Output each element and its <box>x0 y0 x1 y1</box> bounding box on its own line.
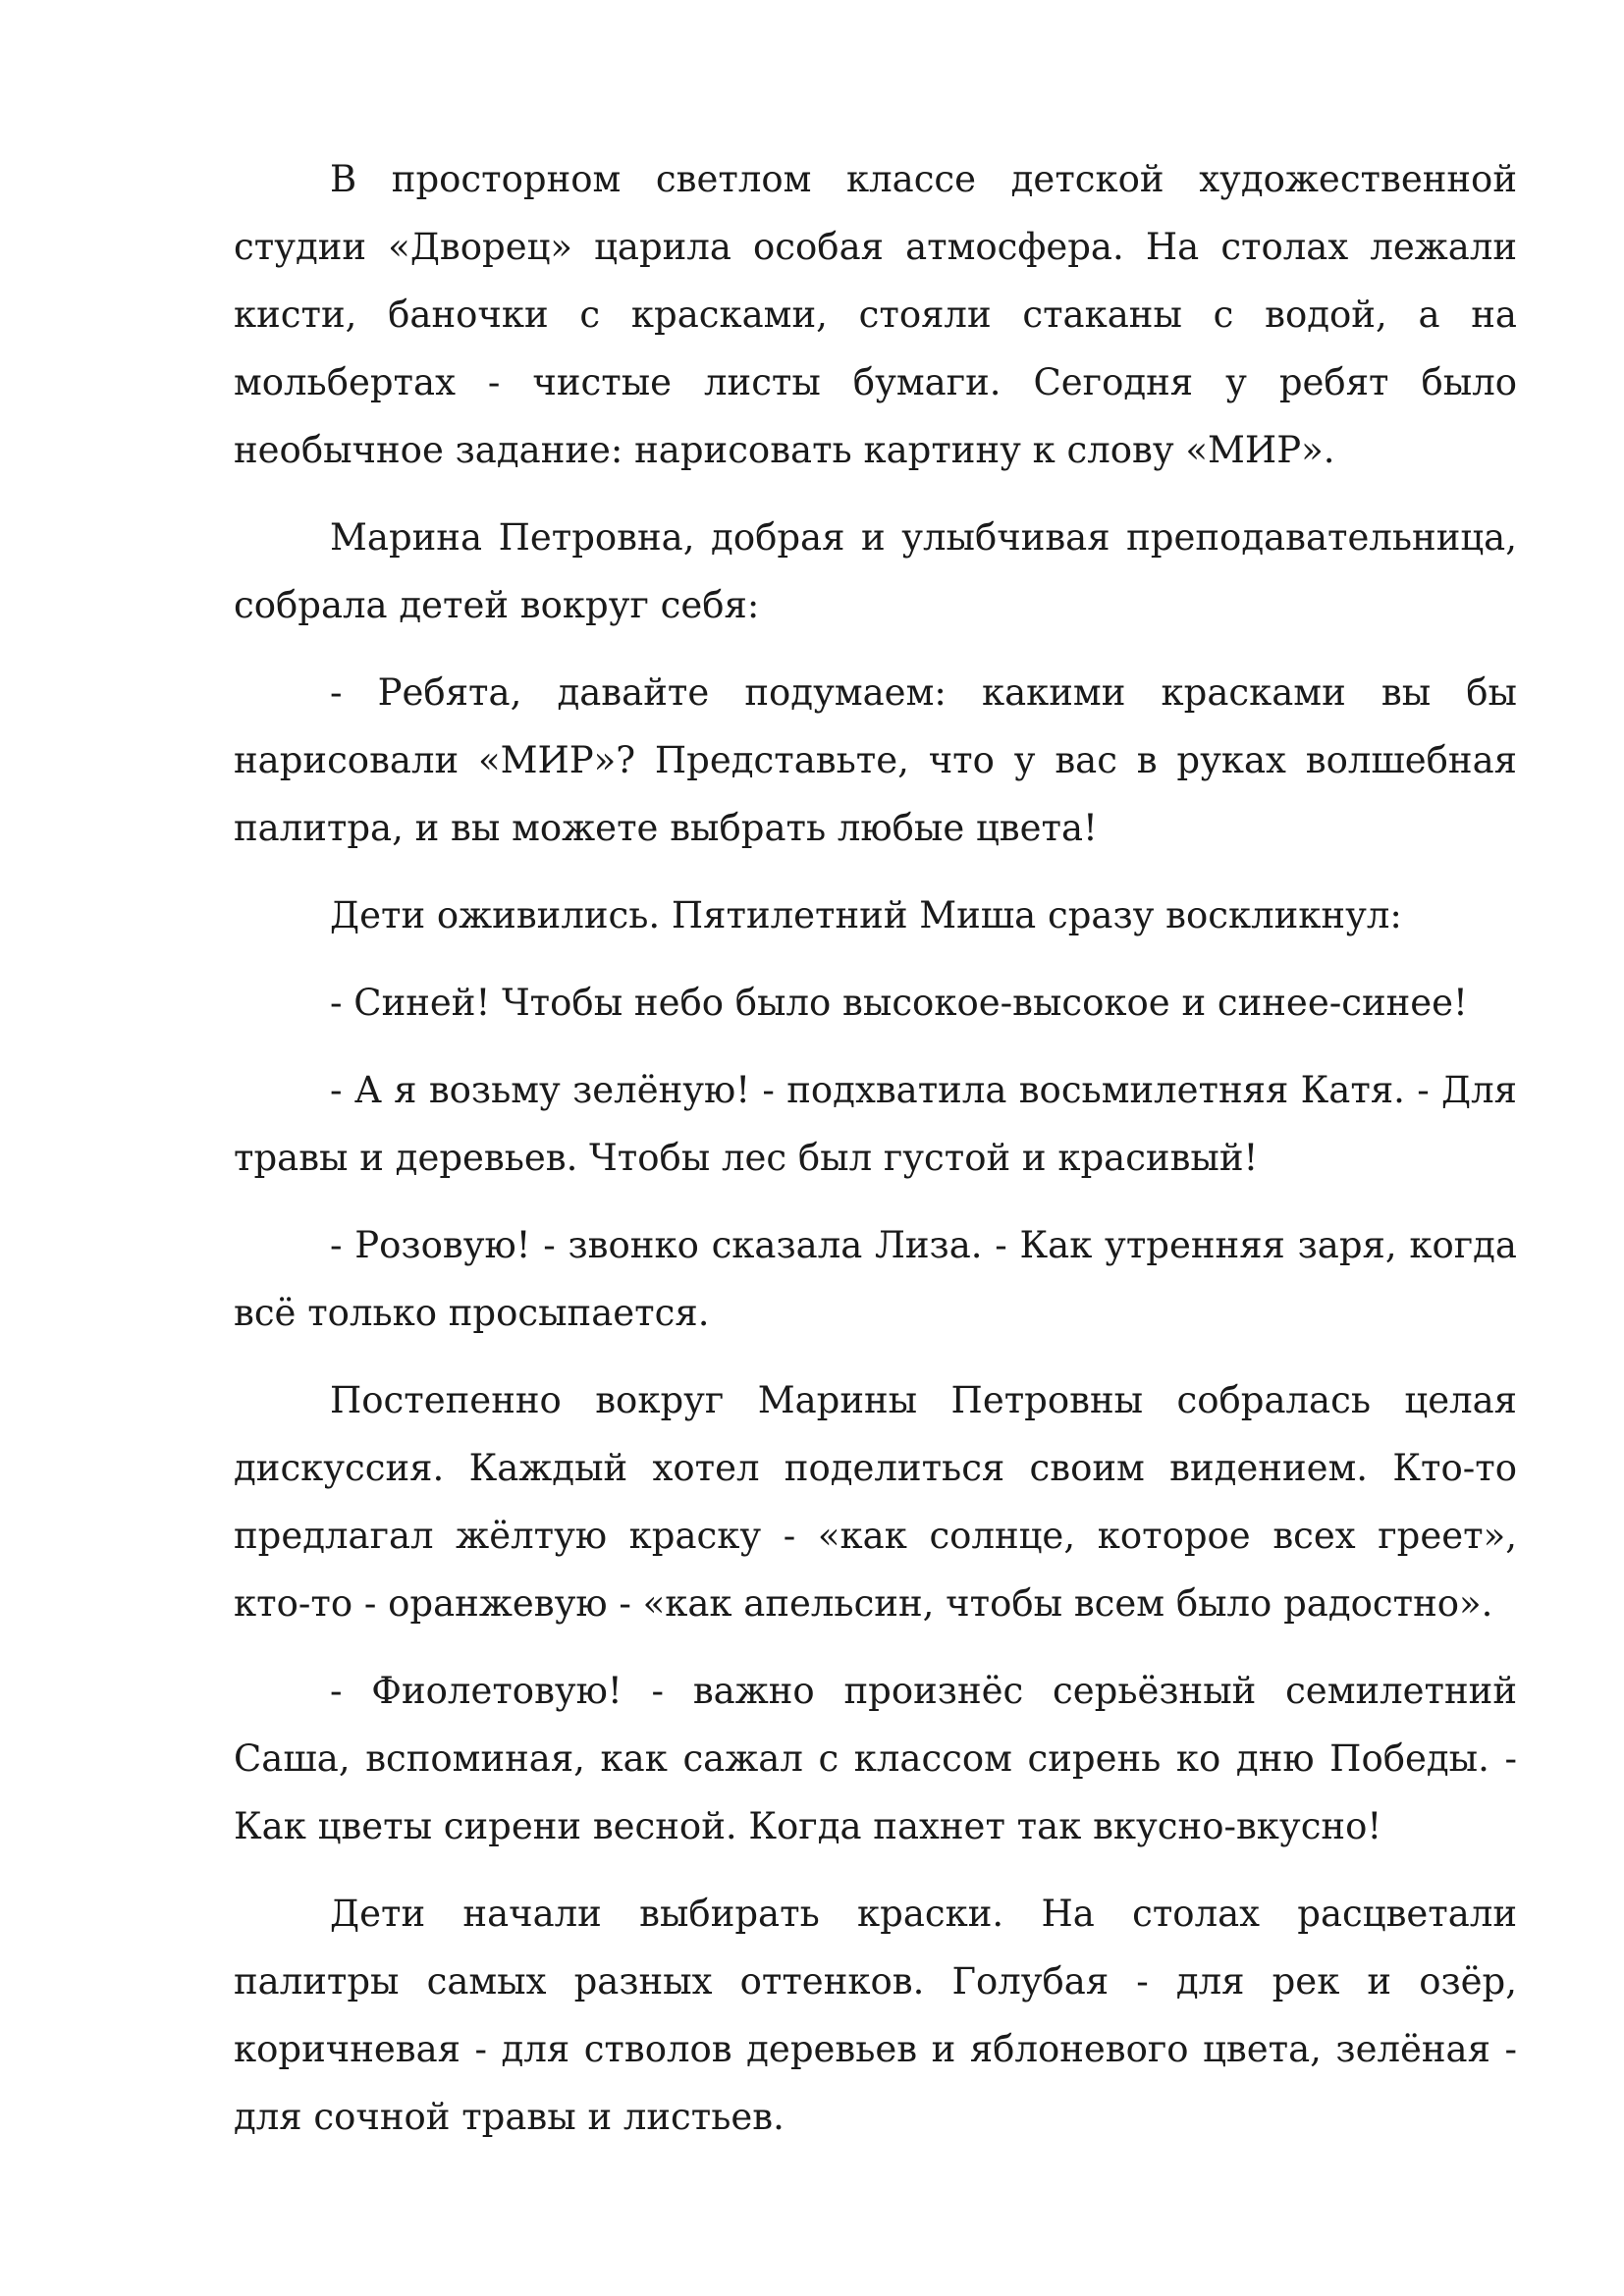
paragraph-teacher: Марина Петровна, добрая и улыбчивая преподавательница, собрала детей вокруг себя: <box>234 516 1517 626</box>
paragraph-liza: - Розовую! - звонко сказала Лиза. - Как утренняя заря, когда всё только просыпается. <box>234 1224 1517 1334</box>
paragraph-palettes: Дети начали выбирать краски. На столах расцветали палитры самых разных оттенков. Голубая - для рек и озёр, коричневая - для стволов деревьев и яблоневого цвета, зелёная - для сочной травы и листьев. <box>234 1893 1517 2138</box>
paragraph-teacher-question: - Ребята, давайте подумаем: какими красками вы бы нарисовали «МИР»? Представьте, что у вас в руках волшебная палитра, и вы можете выбрать любые цвета! <box>234 671 1517 849</box>
paragraph-misha: - Синей! Чтобы небо было высокое-высокое и синее-синее! <box>330 982 1468 1024</box>
paragraph-discussion: Постепенно вокруг Марины Петровны собралась целая дискуссия. Каждый хотел поделиться своим видением. Кто-то предлагал жёлтую краску - «как солнце, которое всех греет», кто-то - оранжевую - «как апельсин, чтобы всем было радостно». <box>234 1379 1517 1625</box>
paragraph-intro: В просторном светлом классе детской художественной студии «Дворец» царила особая атмосфера. На столах лежали кисти, баночки с красками, стояли стаканы с водой, а на мольбертах - чистые листы бумаги. Сегодня у ребят было необычное задание: нарисовать картину к слову «МИР». <box>234 158 1517 471</box>
paragraph-sasha: - Фиолетовую! - важно произнёс серьёзный семилетний Саша, вспоминая, как сажал с классом сирень ко дню Победы. - Как цветы сирени весной. Когда пахнет так вкусно-вкусно! <box>234 1670 1517 1847</box>
paragraph-katya: - А я возьму зелёную! - подхватила восьмилетняя Катя. - Для травы и деревьев. Чтобы лес был густой и красивый! <box>234 1069 1517 1179</box>
paragraph-children: Дети оживились. Пятилетний Миша сразу воскликнул: <box>330 894 1402 936</box>
document-page <box>234 145 1517 2151</box>
